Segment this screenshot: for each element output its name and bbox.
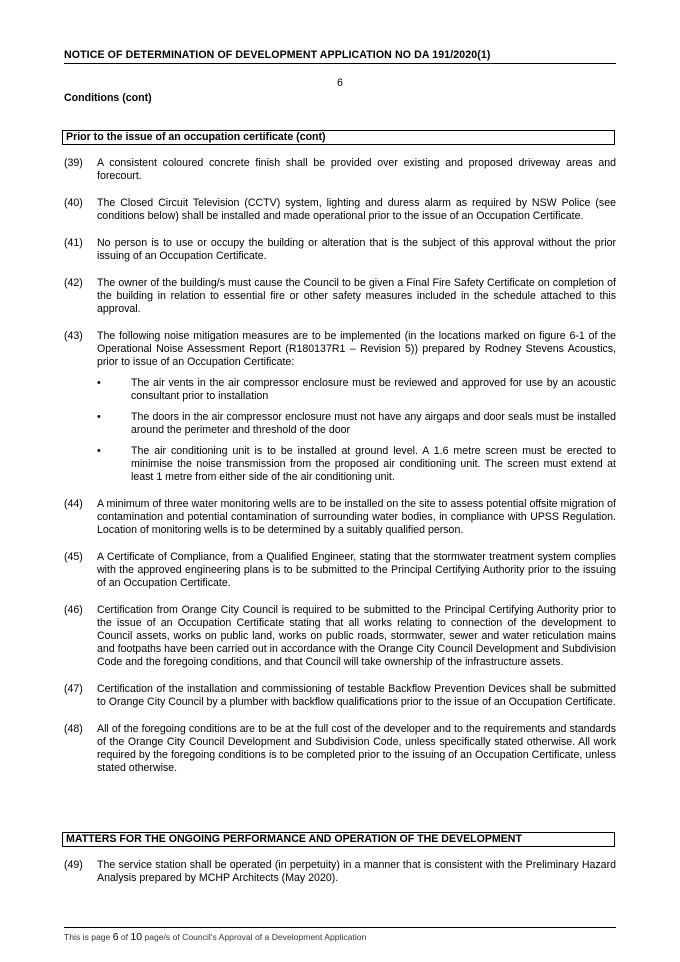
condition-text: A Certificate of Compliance, from a Qualified Engineer, stating that the stormwater treatment system complies with the approved engineering plans is to be submitted to the Principal Certifying Authority prior to the issuing of an Occupation Certificate. bbox=[97, 551, 616, 589]
condition-text: A consistent coloured concrete finish shall be provided over existing and proposed driveway areas and forecourt. bbox=[97, 157, 616, 182]
bullet-icon: • bbox=[97, 445, 101, 457]
condition-item bbox=[64, 237, 616, 263]
condition-number: (42) bbox=[64, 277, 83, 289]
condition-number: (48) bbox=[64, 723, 83, 735]
footer-of: of bbox=[118, 932, 131, 942]
condition-number: (40) bbox=[64, 197, 83, 209]
condition-text: Certification from Orange City Council is required to be submitted to the Principal Certifying Authority prior to the issue of an Occupation Certificate stating that all works relating to connection of the development to Council assets, works on public land, works on public roads, stormwater, sewer and water reticulation mains and footpaths have been carried out in accordance with the Orange City Council Development and Subdivision Code and the foregoing conditions, and that Council will take ownership of the infrastructure assets. bbox=[97, 604, 616, 668]
condition-number: (49) bbox=[64, 859, 83, 871]
condition-number: (41) bbox=[64, 237, 83, 249]
condition-number: (39) bbox=[64, 157, 83, 169]
condition-number: (45) bbox=[64, 551, 83, 563]
bullet-item bbox=[97, 411, 616, 437]
document-header: NOTICE OF DETERMINATION OF DEVELOPMENT APPLICATION NO DA 191/2020(1) bbox=[64, 49, 616, 64]
condition-body bbox=[97, 330, 616, 484]
bullet-text: The air conditioning unit is to be installed at ground level. A 1.6 metre screen must be erected to minimise the noise transmission from the proposed air conditioning unit. The screen must extend at least 1 metre from either side of the air conditioning unit. bbox=[131, 445, 616, 483]
condition-text: All of the foregoing conditions are to be at the full cost of the developer and to the requirements and standards of the Orange City Council Development and Subdivision Code, unless specifically stated otherwise. All work required by the foregoing conditions is to be completed prior to the issuing of an Occupation Certificate, unless stated otherwise. bbox=[97, 723, 616, 774]
footer-divider bbox=[64, 927, 616, 928]
section-heading-occupation-certificate: Prior to the issue of an occupation certificate (cont) bbox=[62, 130, 615, 145]
bullet-item bbox=[97, 377, 616, 403]
condition-item bbox=[64, 551, 616, 590]
condition-item bbox=[64, 683, 616, 709]
condition-text: The service station shall be operated (in perpetuity) in a manner that is consistent with the Preliminary Hazard Analysis prepared by MCHP Architects (May 2020). bbox=[97, 859, 616, 884]
condition-number: (43) bbox=[64, 330, 83, 342]
bullet-item bbox=[97, 445, 616, 484]
condition-item bbox=[64, 330, 616, 484]
condition-number: (44) bbox=[64, 498, 83, 510]
footer-suffix: page/s of Council's Approval of a Development Application bbox=[142, 932, 367, 942]
bullet-text: The air vents in the air compressor enclosure must be reviewed and approved for use by an acoustic consultant prior to installation bbox=[131, 377, 616, 402]
footer-total: 10 bbox=[130, 932, 143, 943]
condition-item bbox=[64, 604, 616, 669]
condition-item bbox=[64, 277, 616, 316]
footer-prefix: This is page bbox=[64, 932, 113, 942]
condition-text: A minimum of three water monitoring wells are to be installed on the site to assess potential offsite migration of contamination and potential contamination of surrounding water bodies, in compliance with UPSS Regulation. Location of monitoring wells is to be determined by a suitably qualified person. bbox=[97, 498, 616, 536]
condition-number: (46) bbox=[64, 604, 83, 616]
bullet-icon: • bbox=[97, 411, 101, 423]
condition-item bbox=[64, 859, 616, 885]
section-heading-ongoing-operation: MATTERS FOR THE ONGOING PERFORMANCE AND OPERATION OF THE DEVELOPMENT bbox=[62, 832, 615, 847]
footer-page: 6 bbox=[112, 932, 119, 943]
bullet-text: The doors in the air compressor enclosure must not have any airgaps and door seals must be installed around the perimeter and threshold of the door bbox=[131, 411, 616, 436]
condition-text: The owner of the building/s must cause the Council to be given a Final Fire Safety Certificate on completion of the building in relation to essential fire or other safety measures included in the schedule attached to this approval. bbox=[97, 277, 616, 315]
page-number: 6 bbox=[337, 77, 343, 89]
page-footer bbox=[64, 932, 366, 943]
conditions-list bbox=[64, 157, 616, 789]
condition-item bbox=[64, 197, 616, 223]
condition-text: The Closed Circuit Television (CCTV) system, lighting and duress alarm as required by NSW Police (see conditions below) shall be installed and made operational prior to the issue of an Occupation Certificate. bbox=[97, 197, 616, 222]
condition-text: The following noise mitigation measures are to be implemented (in the locations marked on figure 6-1 of the Operational Noise Assessment Report (R180137R1 – Revision 5)) prepared by Rodney Stevens Acoustics, prior to issue of an Occupation Certificate: bbox=[97, 330, 616, 368]
condition-item bbox=[64, 157, 616, 183]
condition-item bbox=[64, 723, 616, 775]
conditions-title: Conditions (cont) bbox=[64, 92, 152, 104]
bullet-icon: • bbox=[97, 377, 101, 389]
condition-number: (47) bbox=[64, 683, 83, 695]
condition-item bbox=[64, 498, 616, 537]
condition-text: No person is to use or occupy the building or alteration that is the subject of this approval without the prior issuing of an Occupation Certificate. bbox=[97, 237, 616, 262]
condition-text: Certification of the installation and commissioning of testable Backflow Prevention Devices shall be submitted to Orange City Council by a plumber with backflow qualifications prior to the issue of an Occupation Certificate. bbox=[97, 683, 616, 708]
